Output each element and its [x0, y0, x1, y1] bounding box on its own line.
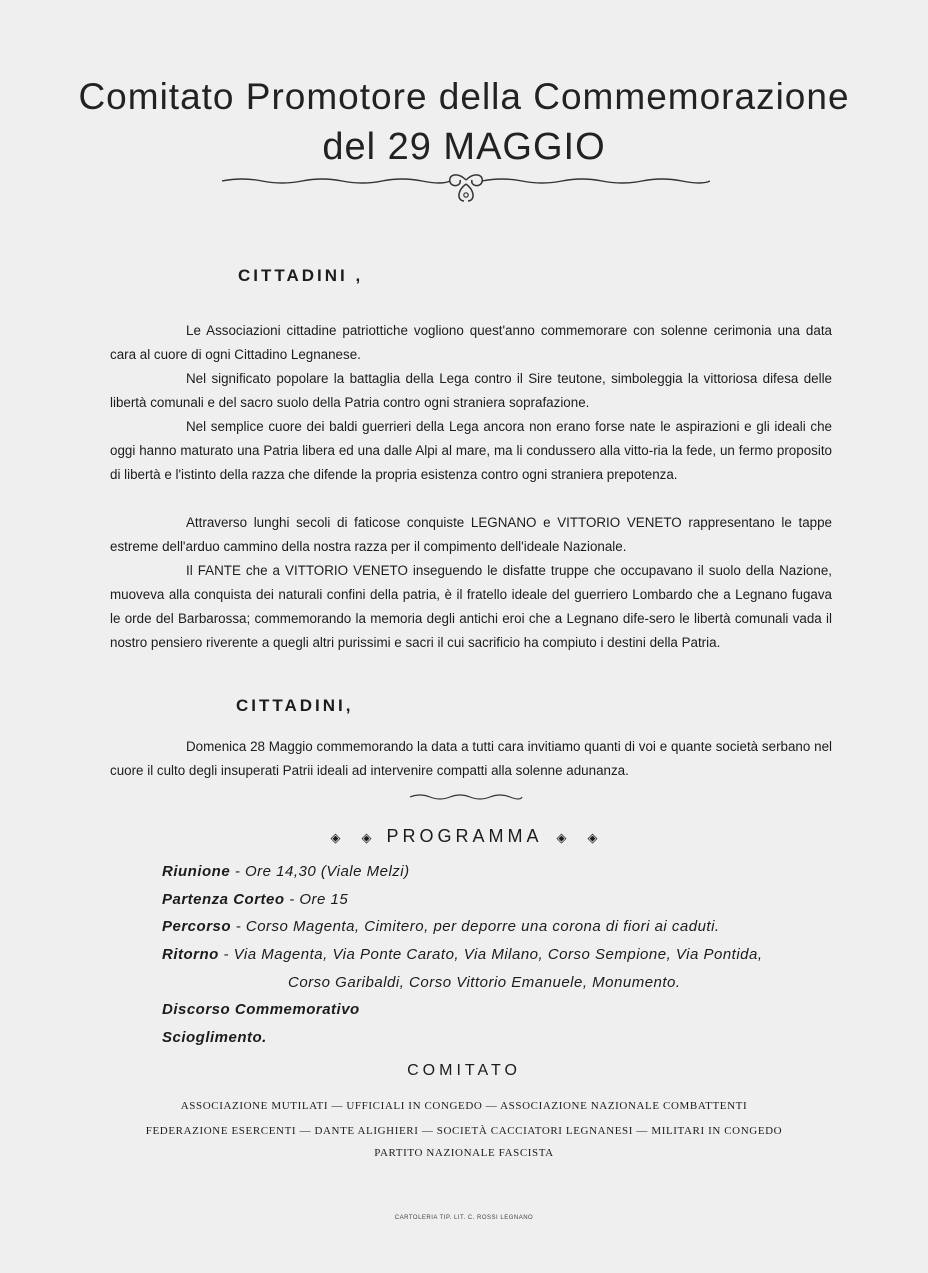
programma-item: Ritorno - Via Magenta, Via Ponte Carato, Via Milano, Corso Sempione, Via Pontida, — [162, 946, 763, 963]
paragraph-domenica: Domenica 28 Maggio commemorando la data a tutti cara invitiamo quanti di voi e quante società serbano nel cuore il culto degli insuperati Patrii ideali ad intervenire compatti alla solenne adunanza. — [110, 739, 832, 778]
comitato-line-1: ASSOCIAZIONE MUTILATI — UFFICIALI IN CONGEDO — ASSOCIAZIONE NAZIONALE COMBATTENTI — [180, 1100, 748, 1112]
programma-title — [0, 826, 928, 847]
paragraph-4: Attraverso lunghi secoli di faticose conquiste LEGNANO e VITTORIO VENETO rappresentano le tappe estreme dell'arduo cammino della nostra razza per il compimento dell'ideale Nazionale. — [110, 515, 832, 554]
programma-item: Partenza Corteo - Ore 15 — [162, 891, 349, 908]
paragraph-5: Il FANTE che a VITTORIO VENETO inseguendo le disfatte truppe che occupavano il suolo della Nazione, muoveva alla conquista dei naturali confini della patria, è il fratello ideale del guerriero Lombardo che a Legnano fugava le orde del Barbarossa; commemorando la memoria degli antichi eroi che a Legnano dife-sero le libertà comunali vada il nostro pensiero riverente a quegli altri purissimi e sacri il cui sacrificio ha compiuto i destini della Patria. — [110, 563, 832, 650]
programma-item: Riunione - Ore 14,30 (Viale Melzi) — [162, 863, 410, 880]
paragraph-2: Nel significato popolare la battaglia della Lega contro il Sire teutone, simboleggia la vittoriosa difesa delle libertà comunali e del sacro suolo della Patria contro ogni straniera soprafazione. — [110, 371, 832, 410]
leaf-icon: ◈ — [587, 830, 598, 845]
programma-title-text: PROGRAMMA — [386, 826, 542, 846]
leaf-icon: ◈ — [556, 830, 567, 845]
poster-title-line2: del 29 MAGGIO — [322, 126, 606, 168]
poster-title-line1: Comitato Promotore della Commemorazione — [78, 76, 850, 117]
comitato-line-3: PARTITO NAZIONALE FASCISTA — [374, 1147, 554, 1159]
title-ornament — [222, 168, 710, 208]
comitato-line-2: FEDERAZIONE ESERCENTI — DANTE ALIGHIERI — SOCIETÀ CACCIATORI LEGNANESI — MILITARI IN CONGEDO — [145, 1125, 783, 1137]
programma-item: Percorso - Corso Magenta, Cimitero, per deporre una corona di fiori ai caduti. — [162, 918, 720, 935]
printer-imprint: CARTOLERIA TIP. LIT. C. ROSSI LEGNANO — [394, 1215, 534, 1221]
programma-item: Scioglimento. — [162, 1029, 267, 1046]
comitato-title: COMITATO — [407, 1062, 521, 1079]
leaf-icon: ◈ — [361, 830, 372, 845]
heading-cittadini-2: CITTADINI, — [236, 696, 354, 715]
divider-ornament — [408, 790, 524, 804]
heading-cittadini-1: CITTADINI , — [238, 266, 364, 285]
leaf-icon: ◈ — [330, 830, 341, 845]
paragraph-3: Nel semplice cuore dei baldi guerrieri della Lega ancora non erano forse nate le aspirazioni e gli ideali che oggi hanno maturato una Patria libera ed una dalle Alpi al mare, ma li condussero alla vitto-ria la fede, un fermo proposito di libertà e l'istinto della razza che difende la propria esistenza contro ogni straniera prepotenza. — [110, 419, 832, 482]
programma-item: Discorso Commemorativo — [162, 1001, 360, 1018]
programma-item-continuation: Corso Garibaldi, Corso Vittorio Emanuele, Monumento. — [288, 974, 681, 991]
paragraph-1: Le Associazioni cittadine patriottiche vogliono quest'anno commemorare con solenne cerimonia una data cara al cuore di ogni Cittadino Legnanese. — [110, 323, 832, 362]
